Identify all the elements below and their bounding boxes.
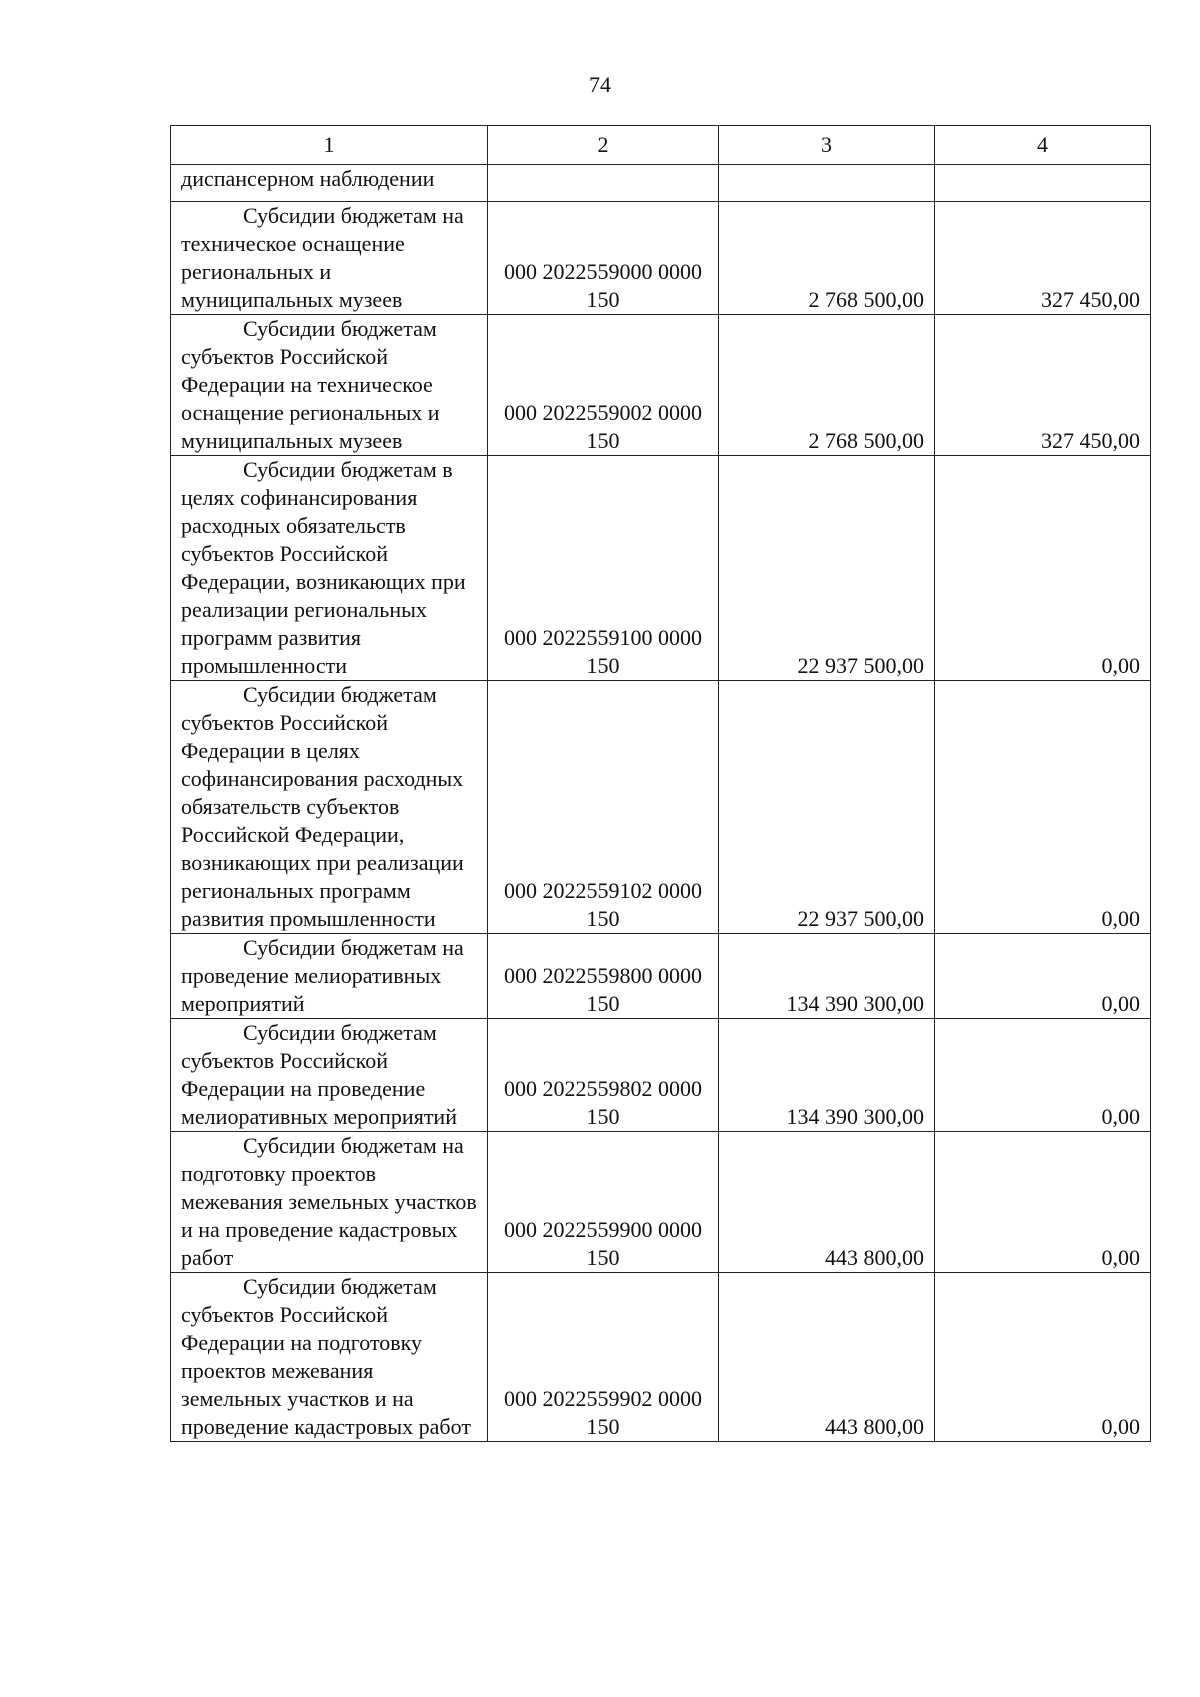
cell-col3: 22 937 500,00: [719, 456, 935, 681]
cell-name-text: Субсидии бюджетам субъектов Российской Федерации в целях софинансирования расходных обязательств субъектов Российской Федерации, возникающих при реализации региональных программ развития промышленности: [181, 682, 464, 931]
cell-col3: 2 768 500,00: [719, 202, 935, 315]
cell-col3: 134 390 300,00: [719, 934, 935, 1019]
cell-code: 000 2022559002 0000 150: [488, 315, 719, 456]
cell-name-text: Субсидии бюджетам на техническое оснащение региональных и муниципальных музеев: [181, 203, 464, 312]
budget-table: [170, 125, 1151, 1442]
cell-name-text: Субсидии бюджетам на проведение мелиоративных мероприятий: [181, 935, 464, 1016]
column-header-4: 4: [935, 126, 1151, 165]
cell-col3: 22 937 500,00: [719, 681, 935, 934]
table-row: [171, 202, 1151, 315]
cell-name-text: Субсидии бюджетам в целях софинансирования расходных обязательств субъектов Российской Федерации, возникающих при реализации региональных программ развития промышленности: [181, 457, 466, 678]
cell-col3: 443 800,00: [719, 1132, 935, 1273]
table-row: [171, 1132, 1151, 1273]
cell-code: 000 2022559900 0000 150: [488, 1132, 719, 1273]
cell-name-text: Субсидии бюджетам субъектов Российской Федерации на проведение мелиоративных мероприятий: [181, 1020, 457, 1129]
cell-name: [171, 681, 488, 934]
cell-code: 000 2022559102 0000 150: [488, 681, 719, 934]
table-row: [171, 315, 1151, 456]
page-number: 74: [589, 72, 611, 97]
table-body: [171, 165, 1151, 1442]
table-row: [171, 934, 1151, 1019]
cell-name-text: Субсидии бюджетам субъектов Российской Федерации на техническое оснащение региональных и муниципальных музеев: [181, 316, 440, 453]
table-row: [171, 681, 1151, 934]
table-row-continuation: [171, 165, 1151, 202]
column-header-2: 2: [488, 126, 719, 165]
cell-col4: 0,00: [935, 456, 1151, 681]
cell-name-text: Субсидии бюджетам на подготовку проектов межевания земельных участков и на проведение кадастровых работ: [181, 1133, 477, 1270]
cell-col3: 443 800,00: [719, 1273, 935, 1442]
cell-name-text: Субсидии бюджетам субъектов Российской Федерации на подготовку проектов межевания земельных участков и на проведение кадастровых работ: [181, 1274, 471, 1439]
cell-name: [171, 934, 488, 1019]
cell-col4: 0,00: [935, 681, 1151, 934]
table-row: [171, 1019, 1151, 1132]
cell-col3: [719, 165, 935, 202]
cell-name: [171, 202, 488, 315]
cell-name: диспансерном наблюдении: [171, 165, 488, 202]
table-row: [171, 1273, 1151, 1442]
cell-col4: 0,00: [935, 1273, 1151, 1442]
column-header-1: 1: [171, 126, 488, 165]
cell-col4: 0,00: [935, 934, 1151, 1019]
cell-col4: 0,00: [935, 1019, 1151, 1132]
cell-code: 000 2022559802 0000 150: [488, 1019, 719, 1132]
cell-col4: 327 450,00: [935, 202, 1151, 315]
cell-name: [171, 1273, 488, 1442]
table-row: [171, 456, 1151, 681]
cell-col3: 134 390 300,00: [719, 1019, 935, 1132]
cell-col4: 0,00: [935, 1132, 1151, 1273]
header-row: [171, 126, 1151, 165]
cell-name: [171, 1132, 488, 1273]
cell-col3: 2 768 500,00: [719, 315, 935, 456]
cell-code: 000 2022559000 0000 150: [488, 202, 719, 315]
cell-code: [488, 165, 719, 202]
cell-name: [171, 315, 488, 456]
cell-code: 000 2022559902 0000 150: [488, 1273, 719, 1442]
cell-col4: 327 450,00: [935, 315, 1151, 456]
cell-name: [171, 1019, 488, 1132]
cell-code: 000 2022559800 0000 150: [488, 934, 719, 1019]
cell-code: 000 2022559100 0000 150: [488, 456, 719, 681]
table-header: [171, 126, 1151, 165]
cell-col4: [935, 165, 1151, 202]
column-header-3: 3: [719, 126, 935, 165]
cell-name: [171, 456, 488, 681]
